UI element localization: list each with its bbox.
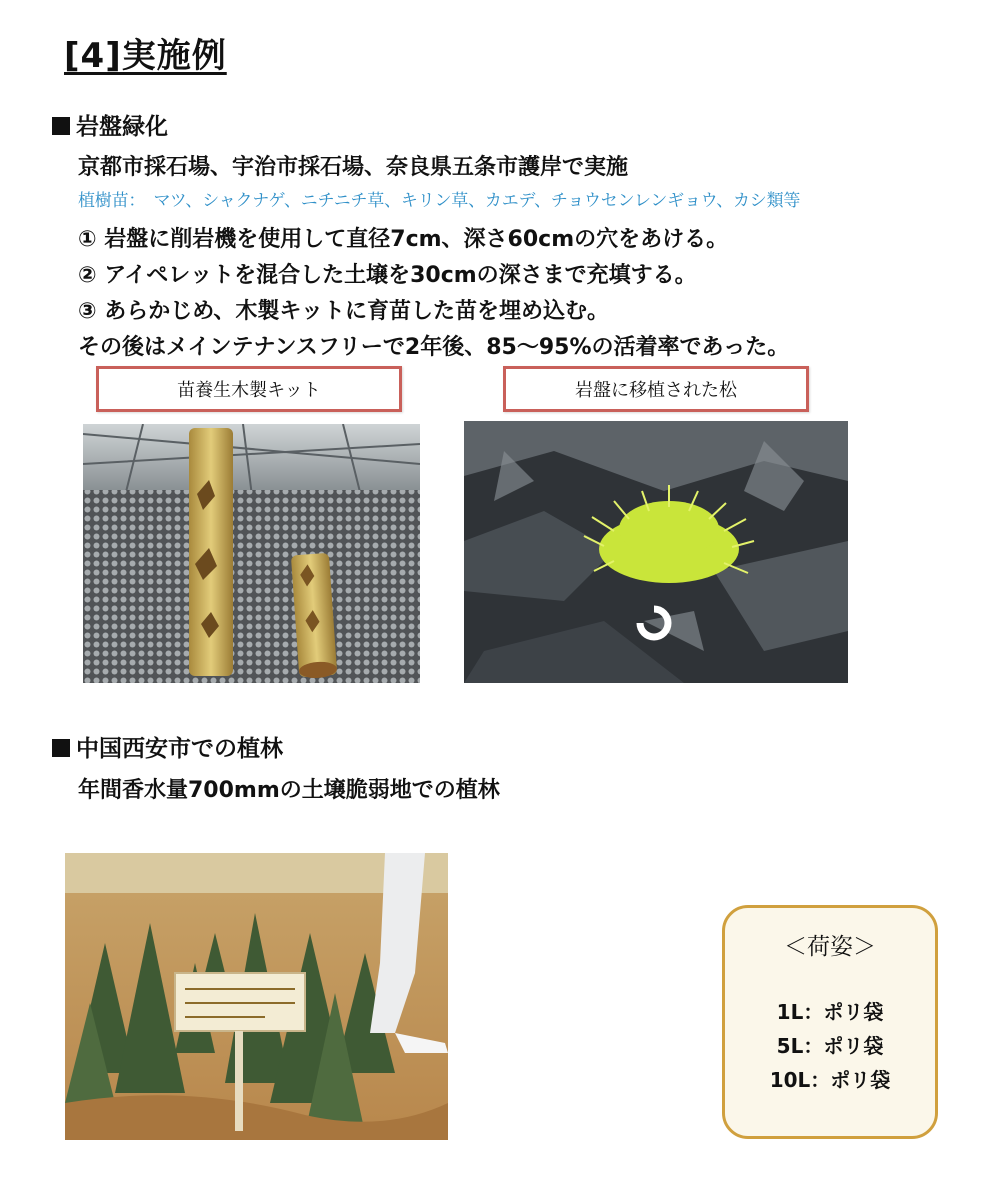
xian-description: 年間香水量700mmの土壌脆弱地での植林 (78, 778, 500, 803)
packaging-list (725, 995, 935, 1097)
photo-pine-on-rock (464, 421, 848, 683)
square-bullet-icon (52, 739, 70, 757)
square-bullet-icon (52, 117, 70, 135)
step-2: ② アイペレットを混合した土壌を30cmの深さまで充填する。 (78, 263, 697, 288)
packaging-item-5l: 5L：ポリ袋 (776, 1034, 884, 1058)
packaging-box (722, 905, 938, 1139)
photo-xian-forest (65, 853, 448, 1140)
section-heading-rock-greening (52, 108, 168, 141)
section-heading-text: 岩盤緑化 (76, 114, 168, 140)
caption-wooden-kit: 苗養生木製キット (96, 366, 402, 412)
location-text: 京都市採石場、宇治市採石場、奈良県五条市護岸で実施 (78, 155, 629, 180)
caption-transplanted-pine: 岩盤に移植された松 (503, 366, 809, 412)
packaging-item-10l: 10L：ポリ袋 (769, 1068, 891, 1092)
step-3: ③ あらかじめ、木製キットに育苗した苗を埋め込む。 (78, 299, 609, 324)
step-1: ① 岩盤に削岩機を使用して直径7cm、深さ60cmの穴をあける。 (78, 227, 729, 252)
page-title: [4]実施例 (64, 36, 227, 76)
packaging-heading: ＜荷姿＞ (784, 934, 876, 960)
section-heading-text: 中国西安市での植林 (76, 736, 283, 762)
seedlings-text: 植樹苗： マツ、シャクナゲ、ニチニチ草、キリン草、カエデ、チョウセンレンギョウ、カシ類等 (78, 191, 801, 211)
photo-wooden-kit (83, 424, 420, 683)
result-text: その後はメインテナンスフリーで2年後、85～95%の活着率であった。 (78, 335, 790, 360)
packaging-item-1l: 1L：ポリ袋 (776, 1000, 884, 1024)
section-heading-xian-planting (52, 730, 283, 763)
